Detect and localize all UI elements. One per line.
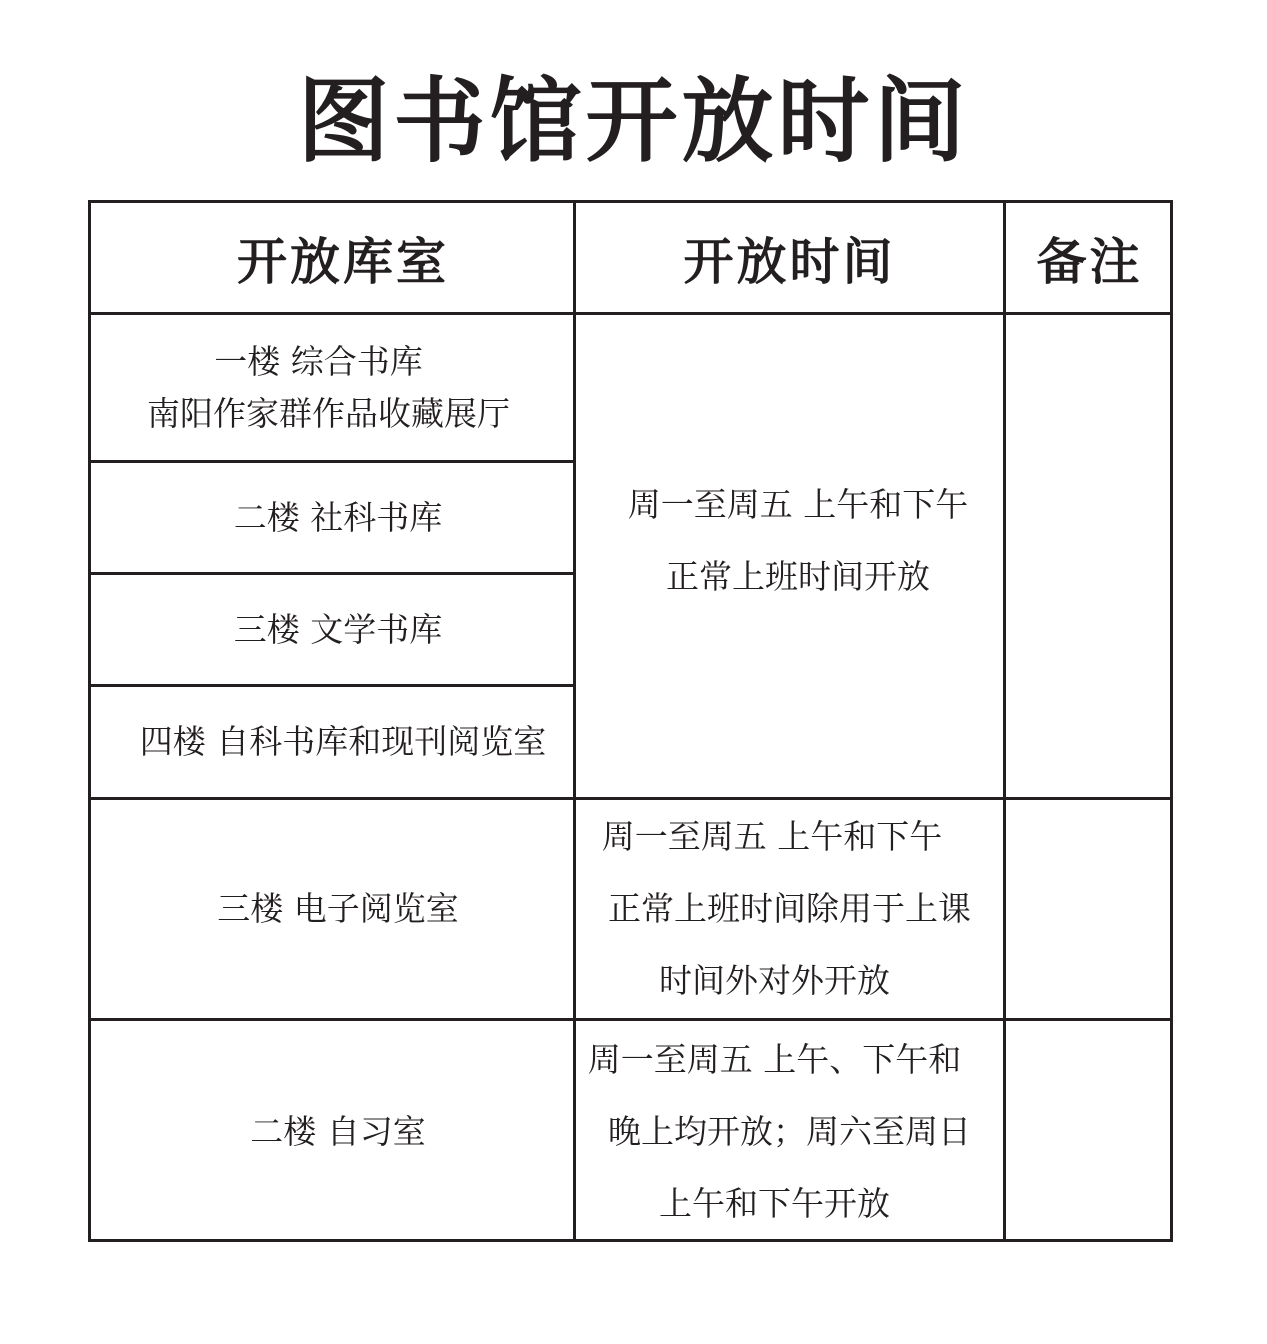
time-line: 周一至周五 上午、下午和 [587, 1039, 962, 1079]
room-name: 四楼 自科书库和现刊阅览室 [139, 722, 547, 761]
room-name: 一楼 综合书库 [214, 341, 423, 381]
time-line: 正常上班时间除用于上课 [608, 889, 971, 928]
table-row [88, 463, 588, 572]
room-name: 二楼 社科书库 [233, 497, 443, 537]
time-line: 正常上班时间开放 [666, 557, 930, 596]
time-line: 时间外对外开放 [659, 961, 890, 1000]
page-title: 图书馆开放时间 [297, 68, 970, 175]
table-row [88, 575, 588, 684]
room-name: 三楼 文学书库 [233, 609, 443, 649]
table-row [88, 315, 573, 460]
time-line: 周一至周五 上午和下午 [601, 817, 943, 856]
header-time: 开放时间 [683, 232, 896, 291]
room-name: 南阳作家群作品收藏展厅 [147, 393, 510, 433]
opening-hours-table [88, 200, 1173, 1242]
time-line: 周一至周五 上午和下午 [627, 485, 969, 524]
room-name: 二楼 自习室 [250, 1111, 426, 1151]
header-room: 开放库室 [237, 232, 449, 291]
table-row [88, 687, 598, 797]
opening-time [576, 315, 1020, 797]
time-line: 晚上均开放；周六至周日 [608, 1111, 971, 1151]
opening-time [576, 800, 1003, 1018]
header-note: 备注 [1036, 232, 1143, 291]
table-row [88, 1021, 588, 1242]
time-line: 上午和下午开放 [659, 1183, 890, 1223]
table-row [88, 800, 588, 1018]
room-name: 三楼 电子阅览室 [217, 889, 459, 928]
opening-time [576, 1021, 1003, 1242]
